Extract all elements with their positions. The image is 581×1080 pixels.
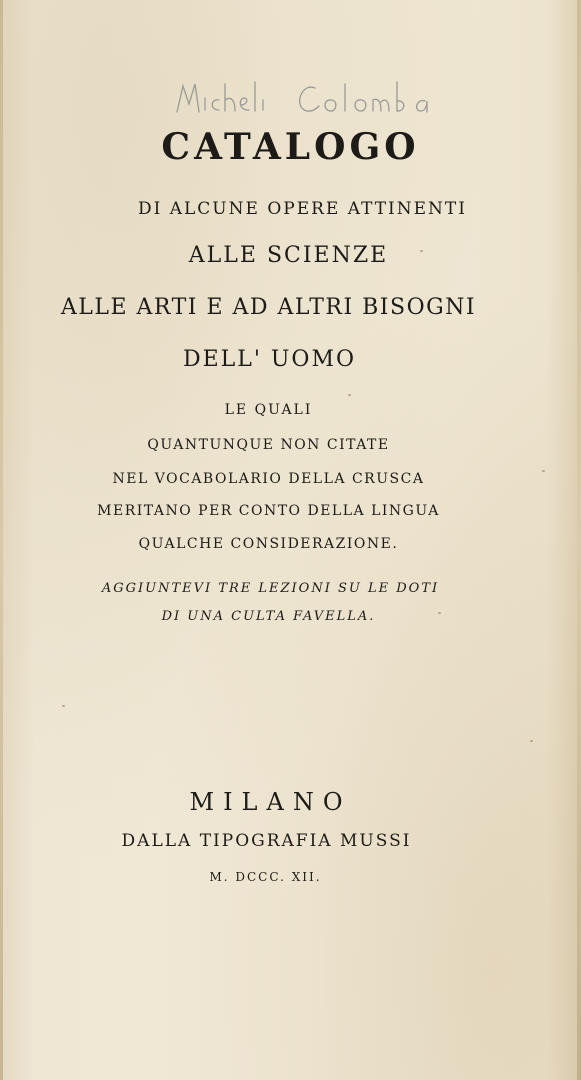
title-heading: CATALOGO [161, 126, 420, 168]
title-line-2: DI ALCUNE OPERE ATTINENTI [137, 199, 467, 219]
paper-speck [62, 705, 65, 707]
body-line-1: LE QUALI [224, 402, 313, 418]
handwritten-signature [175, 78, 455, 118]
title-line-3: ALLE SCIENZE [188, 243, 389, 268]
body-line-2: QUANTUNQUE NON CITATE [147, 437, 390, 453]
body-line-4: MERITANO PER CONTO DELLA LINGUA [97, 503, 440, 519]
paper-speck [542, 470, 545, 472]
imprint-city: MILANO [189, 788, 352, 816]
body-line-3: NEL VOCABOLARIO DELLA CRUSCA [112, 471, 425, 487]
addendum-line-2: DI UNA CULTA FAVELLA. [161, 609, 376, 624]
title-line-4: ALLE ARTI E AD ALTRI BISOGNI [60, 295, 477, 320]
body-line-5: QUALCHE CONSIDERAZIONE. [138, 536, 399, 552]
title-line-5: DELL' UOMO [182, 347, 357, 372]
paper-speck [438, 612, 441, 614]
imprint-year: M. DCCC. XII. [209, 870, 322, 884]
addendum-line-1: AGGIUNTEVI TRE LEZIONI SU LE DOTI [101, 581, 440, 596]
paper-speck [348, 394, 351, 396]
imprint-printer: DALLA TIPOGRAFIA MUSSI [121, 831, 412, 851]
paper-speck [420, 250, 423, 252]
paper-speck [530, 740, 533, 742]
